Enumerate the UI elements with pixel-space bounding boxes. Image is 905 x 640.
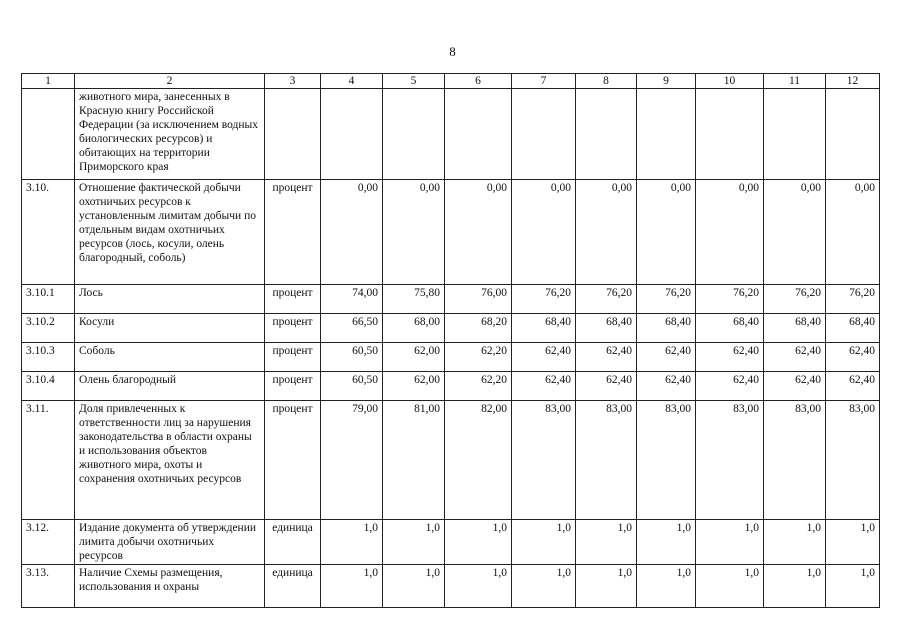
- column-header: 10: [696, 74, 764, 89]
- row-value: 0,00: [826, 180, 880, 285]
- row-value: 1,0: [445, 565, 512, 608]
- row-value: 76,20: [576, 285, 637, 314]
- row-value: 60,50: [321, 372, 383, 401]
- row-name: Доля привлеченных к ответственности лиц за нарушения законодательства в области охраны и использования объектов животного мира, охоты и сохранения охотничьих ресурсов: [75, 401, 265, 520]
- row-value: 1,0: [764, 520, 826, 565]
- row-unit: процент: [265, 314, 321, 343]
- row-name: Олень благородный: [75, 372, 265, 401]
- row-value: 1,0: [576, 565, 637, 608]
- table-row: [22, 180, 880, 285]
- row-value: 81,00: [383, 401, 445, 520]
- column-header: 4: [321, 74, 383, 89]
- row-value: [321, 89, 383, 180]
- row-value: 68,40: [764, 314, 826, 343]
- row-value: 66,50: [321, 314, 383, 343]
- row-value: 83,00: [576, 401, 637, 520]
- table-row: [22, 520, 880, 565]
- row-code: 3.13.: [22, 565, 75, 608]
- row-value: 76,20: [637, 285, 696, 314]
- header-row: [22, 74, 880, 89]
- row-value: 1,0: [383, 565, 445, 608]
- row-value: 68,40: [826, 314, 880, 343]
- row-unit: процент: [265, 180, 321, 285]
- row-unit: процент: [265, 343, 321, 372]
- row-value: [637, 89, 696, 180]
- row-value: [764, 89, 826, 180]
- row-value: 1,0: [512, 520, 576, 565]
- row-code: 3.11.: [22, 401, 75, 520]
- row-value: 62,40: [512, 372, 576, 401]
- row-name: животного мира, занесенных в Красную книгу Российской Федерации (за исключением водных биологических ресурсов) и обитающих на территории Приморского края: [75, 89, 265, 180]
- table-row: [22, 285, 880, 314]
- row-value: 62,40: [696, 372, 764, 401]
- row-unit: единица: [265, 520, 321, 565]
- row-value: 0,00: [696, 180, 764, 285]
- row-code: 3.10.: [22, 180, 75, 285]
- row-value: 83,00: [826, 401, 880, 520]
- row-unit: процент: [265, 372, 321, 401]
- row-unit: [265, 89, 321, 180]
- row-value: [826, 89, 880, 180]
- row-value: 68,40: [696, 314, 764, 343]
- row-value: 62,20: [445, 372, 512, 401]
- row-value: 0,00: [383, 180, 445, 285]
- column-header: 9: [637, 74, 696, 89]
- row-value: [445, 89, 512, 180]
- row-name: Отношение фактической добычи охотничьих ресурсов к установленным лимитам добычи по отдельным видам охотничьих ресурсов (лось, косули, олень благородный, соболь): [75, 180, 265, 285]
- row-value: 82,00: [445, 401, 512, 520]
- row-value: 79,00: [321, 401, 383, 520]
- row-code: 3.10.1: [22, 285, 75, 314]
- row-value: 1,0: [445, 520, 512, 565]
- row-value: 0,00: [637, 180, 696, 285]
- row-value: 83,00: [637, 401, 696, 520]
- row-value: 62,40: [637, 343, 696, 372]
- row-value: 1,0: [826, 520, 880, 565]
- row-value: 62,00: [383, 343, 445, 372]
- row-value: 1,0: [764, 565, 826, 608]
- row-value: 62,40: [826, 372, 880, 401]
- row-value: 1,0: [826, 565, 880, 608]
- row-value: [512, 89, 576, 180]
- column-header: 1: [22, 74, 75, 89]
- row-value: 60,50: [321, 343, 383, 372]
- table-row: [22, 343, 880, 372]
- row-value: 76,20: [512, 285, 576, 314]
- row-value: [576, 89, 637, 180]
- table-row: [22, 565, 880, 608]
- row-value: 62,40: [576, 343, 637, 372]
- row-value: 62,40: [637, 372, 696, 401]
- row-name: Соболь: [75, 343, 265, 372]
- column-header: 3: [265, 74, 321, 89]
- column-header: 11: [764, 74, 826, 89]
- row-value: 1,0: [696, 565, 764, 608]
- row-value: 83,00: [512, 401, 576, 520]
- row-value: 1,0: [383, 520, 445, 565]
- column-header: 8: [576, 74, 637, 89]
- row-value: 1,0: [637, 520, 696, 565]
- indicators-table: [21, 73, 880, 608]
- column-header: 5: [383, 74, 445, 89]
- row-code: [22, 89, 75, 180]
- row-value: 76,00: [445, 285, 512, 314]
- row-value: 68,00: [383, 314, 445, 343]
- row-value: 68,20: [445, 314, 512, 343]
- row-value: 62,20: [445, 343, 512, 372]
- row-value: 68,40: [576, 314, 637, 343]
- row-name: Лось: [75, 285, 265, 314]
- row-value: 1,0: [637, 565, 696, 608]
- row-code: 3.10.2: [22, 314, 75, 343]
- row-value: 83,00: [764, 401, 826, 520]
- row-value: [696, 89, 764, 180]
- row-value: 1,0: [512, 565, 576, 608]
- row-unit: единица: [265, 565, 321, 608]
- row-unit: процент: [265, 401, 321, 520]
- row-value: 62,40: [696, 343, 764, 372]
- row-value: 62,40: [764, 372, 826, 401]
- row-name: Косули: [75, 314, 265, 343]
- row-code: 3.12.: [22, 520, 75, 565]
- table-row: [22, 372, 880, 401]
- column-header: 6: [445, 74, 512, 89]
- row-value: 83,00: [696, 401, 764, 520]
- column-header: 2: [75, 74, 265, 89]
- row-value: 0,00: [576, 180, 637, 285]
- row-code: 3.10.3: [22, 343, 75, 372]
- row-value: 1,0: [696, 520, 764, 565]
- column-header: 12: [826, 74, 880, 89]
- row-value: 62,00: [383, 372, 445, 401]
- row-value: [383, 89, 445, 180]
- row-value: 0,00: [321, 180, 383, 285]
- row-value: 0,00: [512, 180, 576, 285]
- row-value: 1,0: [321, 565, 383, 608]
- row-value: 1,0: [321, 520, 383, 565]
- row-name: Наличие Схемы размещения, использования и охраны: [75, 565, 265, 608]
- row-value: 68,40: [512, 314, 576, 343]
- row-unit: процент: [265, 285, 321, 314]
- table-row: [22, 401, 880, 520]
- table-row: [22, 89, 880, 180]
- column-header: 7: [512, 74, 576, 89]
- row-value: 62,40: [512, 343, 576, 372]
- row-value: 62,40: [576, 372, 637, 401]
- row-code: 3.10.4: [22, 372, 75, 401]
- row-name: Издание документа об утверждении лимита добычи охотничьих ресурсов: [75, 520, 265, 565]
- row-value: 76,20: [696, 285, 764, 314]
- row-value: 75,80: [383, 285, 445, 314]
- row-value: 68,40: [637, 314, 696, 343]
- table-row: [22, 314, 880, 343]
- row-value: 0,00: [764, 180, 826, 285]
- row-value: 62,40: [826, 343, 880, 372]
- page-number: 8: [449, 44, 456, 59]
- row-value: 0,00: [445, 180, 512, 285]
- row-value: 76,20: [826, 285, 880, 314]
- row-value: 74,00: [321, 285, 383, 314]
- row-value: 76,20: [764, 285, 826, 314]
- row-value: 1,0: [576, 520, 637, 565]
- row-value: 62,40: [764, 343, 826, 372]
